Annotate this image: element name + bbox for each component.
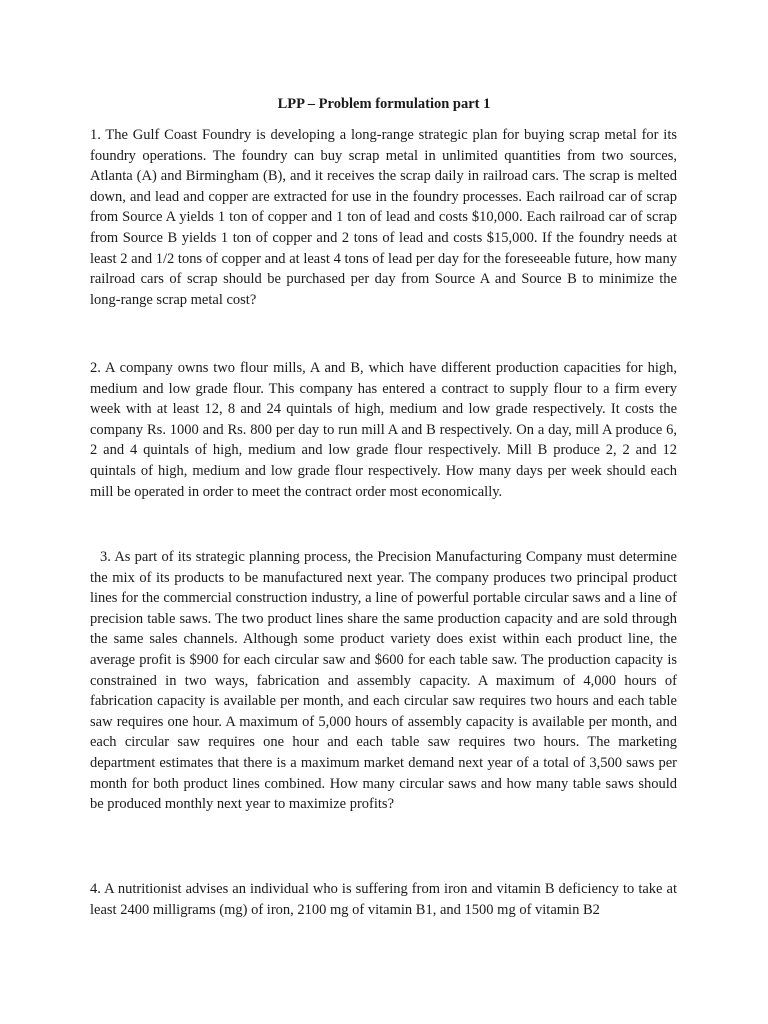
problem-1-text: 1. The Gulf Coast Foundry is developing a long-range strategic plan for buying scrap metal for its foundry operations. The foundry can buy scrap metal in unlimited quantities from two sources, Atlanta (A) and Birmingham (B), and it receives the scrap daily in railroad cars. The scrap is melted down, and lead and copper are extracted for use in the foundry processes. Each railroad car of scrap from Source A yields 1 ton of copper and 1 ton of lead and costs $10,000. Each railroad car of scrap from Source B yields 1 ton of copper and 2 tons of lead and costs $15,000. If the foundry needs at least 2 and 1/2 tons of copper and at least 4 tons of lead per day for the foreseeable future, how many railroad cars of scrap should be purchased per day from Source A and Source B to minimize the long-range scrap metal cost? [90,127,677,308]
problem-4-text: 4. A nutritionist advises an individual who is suffering from iron and vitamin B deficiency to take at least 2400 milligrams (mg) of iron, 2100 mg of vitamin B1, and 1500 mg of vitamin B2 [90,881,677,918]
problem-3-text: 3. As part of its strategic planning process, the Precision Manufacturing Company must determine the mix of its products to be manufactured next year. The company produces two principal product lines for the commercial construction industry, a line of powerful portable circular saws and a line of precision table saws. The two product lines share the same production capacity and are sold through the same sales channels. Although some product variety does exist within each product line, the average profit is $900 for each circular saw and $600 for each table saw. The production capacity is constrained in two ways, fabrication and assembly capacity. A maximum of 4,000 hours of fabrication capacity is available per month, and each circular saw requires two hours and each table saw requires one hour. A maximum of 5,000 hours of assembly capacity is available per month, and each circular saw requires one hour and each table saw requires two hours. The marketing department estimates that there is a maximum market demand next year of a total of 3,500 saws per month for both product lines combined. How many circular saws and how many table saws should be produced monthly next year to maximize profits? [90,549,677,813]
problem-3-paragraph [90,547,677,815]
document-title: LPP – Problem formulation part 1 [277,96,491,112]
problem-2-text: 2. A company owns two flour mills, A and B, which have different production capacities for high, medium and low grade flour. This company has entered a contract to supply flour to a firm every week with at least 12, 8 and 24 quintals of high, medium and low grade respectively. It costs the company Rs. 1000 and Rs. 800 per day to run mill A and B respectively. On a day, mill A produce 6, 2 and 4 quintals of high, medium and low grade flour respectively. Mill B produce 2, 2 and 12 quintals of high, medium and low grade flour respectively. How many days per week should each mill be operated in order to meet the contract order most economically. [90,360,677,500]
